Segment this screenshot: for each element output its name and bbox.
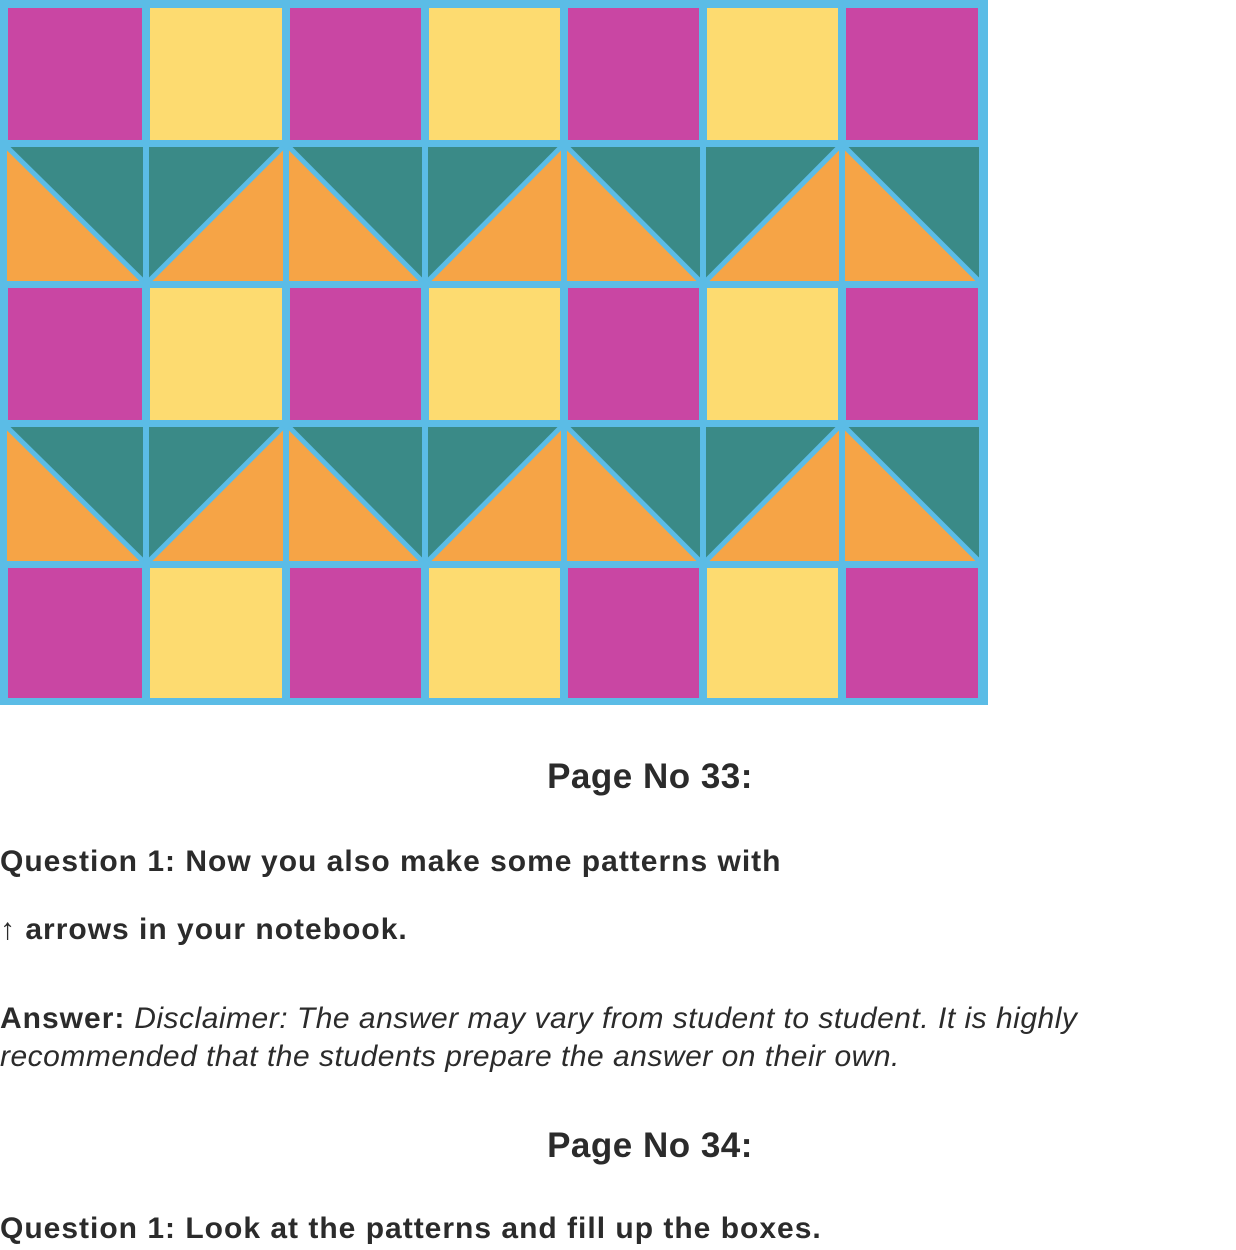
- page-34-heading: Page No 34:: [547, 1126, 753, 1165]
- square-tile-yellow: [150, 8, 282, 140]
- answer-paragraph: [0, 1000, 1236, 1076]
- question-1-line-2: ↑ arrows in your notebook.: [0, 913, 408, 946]
- square-tile-magenta: [8, 568, 142, 698]
- square-tile-yellow: [150, 568, 282, 698]
- square-tile-magenta: [290, 568, 421, 698]
- page-33-heading: Page No 33:: [547, 757, 753, 796]
- square-tile-yellow: [707, 288, 838, 420]
- question-2-line-1: Question 1: Look at the patterns and fill up the boxes.: [0, 1212, 822, 1245]
- square-tile-magenta: [8, 8, 142, 140]
- square-tile-magenta: [290, 8, 421, 140]
- square-tile-yellow: [429, 8, 560, 140]
- square-tile-magenta: [568, 568, 699, 698]
- answer-text: Disclaimer: The answer may vary from student to student. It is highly recommended that the students prepare the answer on their own.: [0, 1002, 1078, 1073]
- question-1-line-1: Question 1: Now you also make some patterns with: [0, 845, 782, 878]
- square-tile-magenta: [568, 8, 699, 140]
- square-tile-magenta: [846, 568, 978, 698]
- answer-label: Answer:: [0, 1002, 126, 1035]
- tile-pattern-figure: [0, 0, 988, 705]
- square-tile-yellow: [150, 288, 282, 420]
- square-tile-magenta: [846, 8, 978, 140]
- square-tile-yellow: [707, 568, 838, 698]
- square-tile-yellow: [429, 568, 560, 698]
- square-tile-magenta: [568, 288, 699, 420]
- square-tile-yellow: [429, 288, 560, 420]
- square-tile-magenta: [290, 288, 421, 420]
- square-tile-yellow: [707, 8, 838, 140]
- square-tile-magenta: [846, 288, 978, 420]
- square-tile-magenta: [8, 288, 142, 420]
